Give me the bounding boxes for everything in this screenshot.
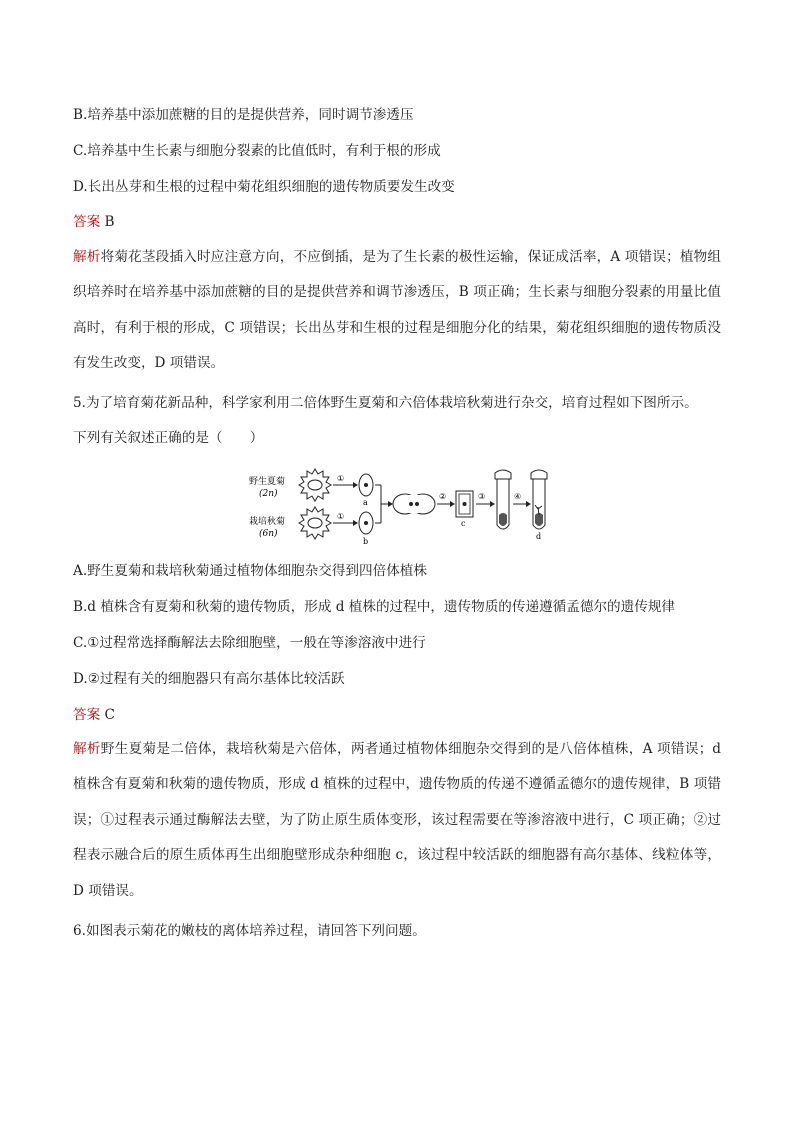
fig-label-c: c (461, 519, 466, 528)
q5-answer-label: 答案 (73, 707, 101, 723)
q4-option-c: C.培养基中生长素与细胞分裂素的比值低时，有利于根的形成 (73, 143, 441, 159)
fig-step4: ④ (514, 492, 522, 501)
q4-option-b: B.培养基中添加蔗糖的目的是提供营养，同时调节渗透压 (73, 107, 414, 123)
fig-label-a: a (363, 498, 368, 507)
q5-option-b: B.d 植株含有夏菊和秋菊的遗传物质，形成 d 植株的过程中，遗传物质的传递遵循孟德尔的遗传规律 (73, 599, 676, 615)
wild-cell-icon (299, 469, 331, 501)
q5-analysis-text: 野生夏菊是二倍体，栽培秋菊是六倍体，两者通过植物体细胞杂交得到的是八倍体植株，A 项错误；d 植株含有夏菊和秋菊的遗传物质，形成 d 植株的过程中，遗传物质的传递不遵循孟德尔的遗传规律，B 项错误；①过程表示通过酶解法去壁，为了防止原生质体变形，该过程需要在等渗溶液中进行，C 项正确；②过程表示融合后的原生质体再生出细胞壁形成杂种细胞 c，该过程中较活跃的细胞器有高尔基体、线粒体等，D 项错误。 (73, 741, 722, 899)
q5-stem-line1: 5.为了培育菊花新品种，科学家利用二倍体野生夏菊和六倍体栽培秋菊进行杂交，培育过程如下图所示。 (73, 395, 698, 411)
q5-option-c: C.①过程常选择酶解法去除细胞壁，一般在等渗溶液中进行 (73, 635, 426, 651)
q5-answer-value: C (100, 707, 115, 723)
fig-wild-name: 野生夏菊 (249, 477, 286, 487)
test-tube-plantlet-icon (531, 470, 547, 529)
q5-stem-line2: 下列有关叙述正确的是（ ） (73, 430, 264, 446)
q5-analysis-label: 解析 (73, 741, 101, 757)
fig-label-d: d (536, 532, 542, 541)
fig-cult-ploidy: (6n) (259, 529, 278, 539)
q5-option-d: D.②过程有关的细胞器只有高尔基体比较活跃 (73, 671, 345, 687)
test-tube-callus-icon (495, 470, 511, 529)
q4-answer (73, 213, 115, 231)
q5-figure (245, 465, 555, 545)
fig-step3: ③ (478, 492, 486, 501)
q4-answer-value: B (100, 214, 115, 230)
fig-cult-name: 栽培秋菊 (249, 517, 286, 527)
q4-analysis-label: 解析 (73, 249, 101, 265)
protoplast-b (359, 512, 373, 534)
q4-analysis-text: 将菊花茎段插入时应注意方向，不应倒插，是为了生长素的极性运输，保证成活率，A 项错误；植物组织培养时在培养基中添加蔗糖的目的是提供营养和调节渗透压，B 项正确；生长素与细胞分裂素的用量比值高时，有利于根的形成，C 项错误；长出丛芽和生根的过程是细胞分化的结果，菊花组织细胞的遗传物质没有发生改变，D 项错误。 (73, 249, 721, 372)
fig-step1-bottom: ① (337, 512, 345, 521)
fused-protoplast (393, 494, 435, 514)
q6-stem: 6.如图表示菊花的嫩枝的离体培养过程，请回答下列问题。 (73, 923, 426, 939)
q5-answer (73, 706, 115, 724)
q5-analysis (73, 732, 721, 909)
q4-answer-label: 答案 (73, 214, 101, 230)
protoplast-a (359, 474, 373, 496)
cult-cell-icon (299, 507, 331, 539)
q4-analysis (73, 240, 721, 382)
fig-step2: ② (439, 492, 447, 501)
fig-step1-top: ① (337, 474, 345, 483)
hybrid-cell-c (456, 491, 473, 517)
q4-option-d: D.长出丛芽和生根的过程中菊花组织细胞的遗传物质要发生改变 (73, 179, 455, 195)
fig-label-b: b (363, 537, 369, 545)
q5-option-a: A.野生夏菊和栽培秋菊通过植物体细胞杂交得到四倍体植株 (73, 563, 427, 579)
fig-wild-ploidy: (2n) (259, 489, 278, 499)
